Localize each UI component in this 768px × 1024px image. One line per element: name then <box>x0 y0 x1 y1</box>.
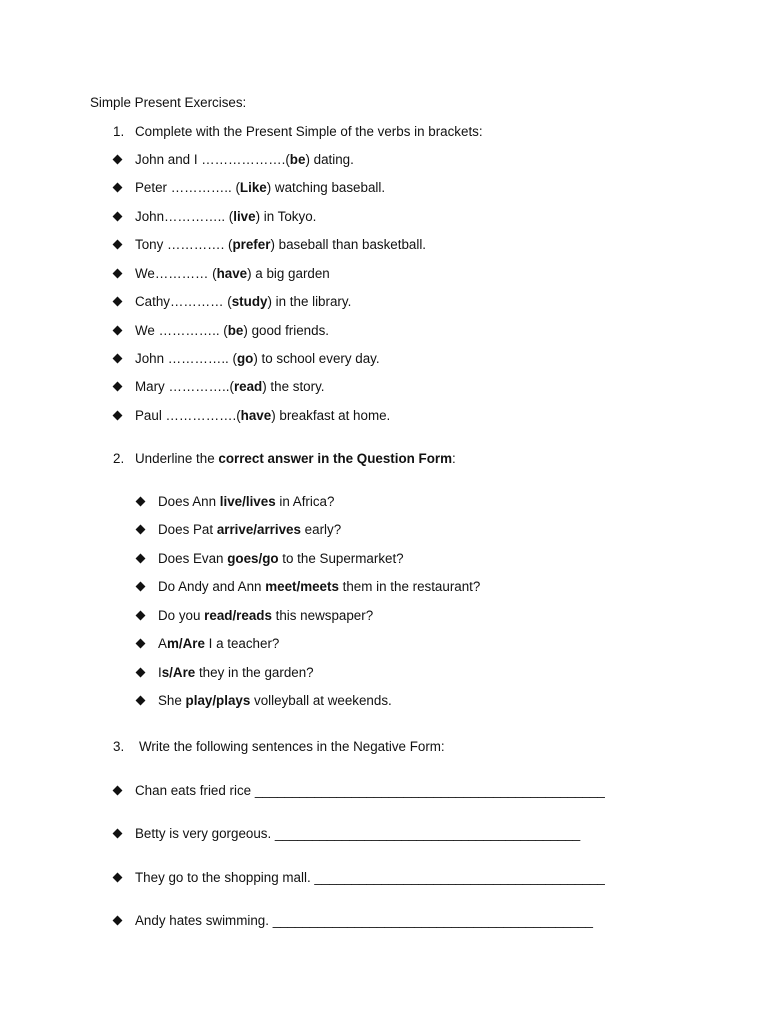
item-text-post: volleyball at weekends. <box>250 693 392 708</box>
item-text-pre: A <box>158 636 167 651</box>
item-text-pre: John and I ……………….( <box>135 152 290 167</box>
bullet-icon <box>113 916 123 926</box>
bullet-icon <box>136 639 146 649</box>
bullet-icon <box>113 183 123 193</box>
section1-item <box>135 323 329 339</box>
sentence-text: Betty is very gorgeous. <box>135 826 275 841</box>
sentence-text: Chan eats fried rice <box>135 783 255 798</box>
item-choice: m/Are <box>166 636 205 651</box>
section1-item <box>135 237 426 253</box>
section2-item <box>158 636 279 652</box>
section3-instruction: Write the following sentences in the Negative Form: <box>139 739 445 754</box>
item-choice: s/Are <box>161 665 196 680</box>
item-verb: have <box>240 408 272 423</box>
bullet-icon <box>113 829 123 839</box>
item-text-pre: We ………….. ( <box>135 323 228 338</box>
item-text-post: ) a big garden <box>247 266 330 281</box>
item-text-pre: Paul …………….( <box>135 408 241 423</box>
answer-blank: _______________________________________ <box>314 870 605 885</box>
item-text-pre: Does Evan <box>158 551 228 566</box>
item-text-pre: Mary …………..( <box>135 379 234 394</box>
section3-item <box>135 870 605 886</box>
item-text-post: ) breakfast at home. <box>271 408 391 423</box>
item-text-post: ) dating. <box>305 152 354 167</box>
bullet-icon <box>113 155 123 165</box>
item-text-pre: Do you <box>158 608 205 623</box>
item-text-post: ) in the library. <box>267 294 352 309</box>
section2-number: 2. <box>113 451 125 466</box>
section2-instruction-pre: Underline the <box>135 451 219 466</box>
item-text-pre: Tony …………. ( <box>135 237 233 252</box>
bullet-icon <box>113 382 123 392</box>
bullet-icon <box>136 582 146 592</box>
item-choice: live/lives <box>219 494 276 509</box>
item-choice: goes/go <box>227 551 279 566</box>
item-text-post: ) to school every day. <box>253 351 380 366</box>
section2-instruction-post: : <box>452 451 456 466</box>
item-verb: live <box>233 209 256 224</box>
item-text-pre: Does Ann <box>158 494 220 509</box>
bullet-icon <box>113 411 123 421</box>
bullet-icon <box>113 354 123 364</box>
section2-item <box>158 551 404 567</box>
section1-item <box>135 408 390 424</box>
bullet-icon <box>136 668 146 678</box>
item-text-pre: Does Pat <box>158 522 217 537</box>
bullet-icon <box>113 240 123 250</box>
item-text-pre: Peter ………….. ( <box>135 180 240 195</box>
section1-item <box>135 351 380 367</box>
item-text-pre: We………… ( <box>135 266 217 281</box>
section2-item <box>158 693 392 709</box>
item-text-pre: I <box>158 665 162 680</box>
bullet-icon <box>113 297 123 307</box>
item-choice: play/plays <box>185 693 251 708</box>
bullet-icon <box>113 212 123 222</box>
item-text-post: to the Supermarket? <box>278 551 404 566</box>
section1-item <box>135 294 351 310</box>
item-verb: read <box>233 379 263 394</box>
bullet-icon <box>136 497 146 507</box>
item-text-post: in Africa? <box>275 494 335 509</box>
bullet-icon <box>136 554 146 564</box>
section2-item <box>158 665 314 681</box>
item-verb: study <box>231 294 268 309</box>
item-text-post: early? <box>300 522 342 537</box>
page-title: Simple Present Exercises: <box>90 95 247 110</box>
section3-item <box>135 826 580 842</box>
item-text-pre: John ………….. ( <box>135 351 237 366</box>
section2-item <box>158 579 480 595</box>
section2-item <box>158 608 373 624</box>
item-text-post: ) good friends. <box>243 323 329 338</box>
section1-item <box>135 180 385 196</box>
item-text-post: they in the garden? <box>195 665 314 680</box>
section1-instruction: Complete with the Present Simple of the verbs in brackets: <box>135 124 483 139</box>
bullet-icon <box>136 525 146 535</box>
item-text-post: ) the story. <box>262 379 325 394</box>
item-choice: read/reads <box>204 608 272 623</box>
item-verb: prefer <box>232 237 271 252</box>
item-text-post: this newspaper? <box>271 608 374 623</box>
item-text-post: ) watching baseball. <box>266 180 386 195</box>
answer-blank: _______________________________________________ <box>254 783 605 798</box>
section2-instruction-bold: correct answer in the Question Form <box>218 451 453 466</box>
bullet-icon <box>113 873 123 883</box>
item-text-pre: Cathy………… ( <box>135 294 232 309</box>
section2-instruction <box>135 451 456 467</box>
item-verb: Like <box>239 180 267 195</box>
answer-blank: ___________________________________________ <box>272 913 593 928</box>
section1-number: 1. <box>113 124 125 139</box>
bullet-icon <box>136 611 146 621</box>
bullet-icon <box>113 269 123 279</box>
item-verb: have <box>216 266 248 281</box>
section1-item <box>135 266 330 282</box>
bullet-icon <box>136 696 146 706</box>
answer-blank: _________________________________________ <box>274 826 581 841</box>
item-verb: go <box>236 351 254 366</box>
item-text-pre: She <box>158 693 186 708</box>
section2-item <box>158 522 341 538</box>
sentence-text: Andy hates swimming. <box>135 913 273 928</box>
section2-item <box>158 494 334 510</box>
sentence-text: They go to the shopping mall. <box>135 870 315 885</box>
item-text-post: I a teacher? <box>204 636 280 651</box>
section3-number: 3. <box>113 739 125 754</box>
item-verb: be <box>289 152 306 167</box>
section1-item <box>135 152 354 168</box>
item-text-post: ) in Tokyo. <box>255 209 317 224</box>
section3-item <box>135 783 605 799</box>
item-text-pre: Do Andy and Ann <box>158 579 266 594</box>
item-choice: arrive/arrives <box>216 522 301 537</box>
section1-item <box>135 379 325 395</box>
section3-item <box>135 913 593 929</box>
item-verb: be <box>227 323 244 338</box>
bullet-icon <box>113 326 123 336</box>
item-text-post: ) baseball than basketball. <box>270 237 427 252</box>
item-choice: meet/meets <box>265 579 339 594</box>
bullet-icon <box>113 786 123 796</box>
item-text-post: them in the restaurant? <box>338 579 481 594</box>
section1-item <box>135 209 316 225</box>
item-text-pre: John………….. ( <box>135 209 234 224</box>
